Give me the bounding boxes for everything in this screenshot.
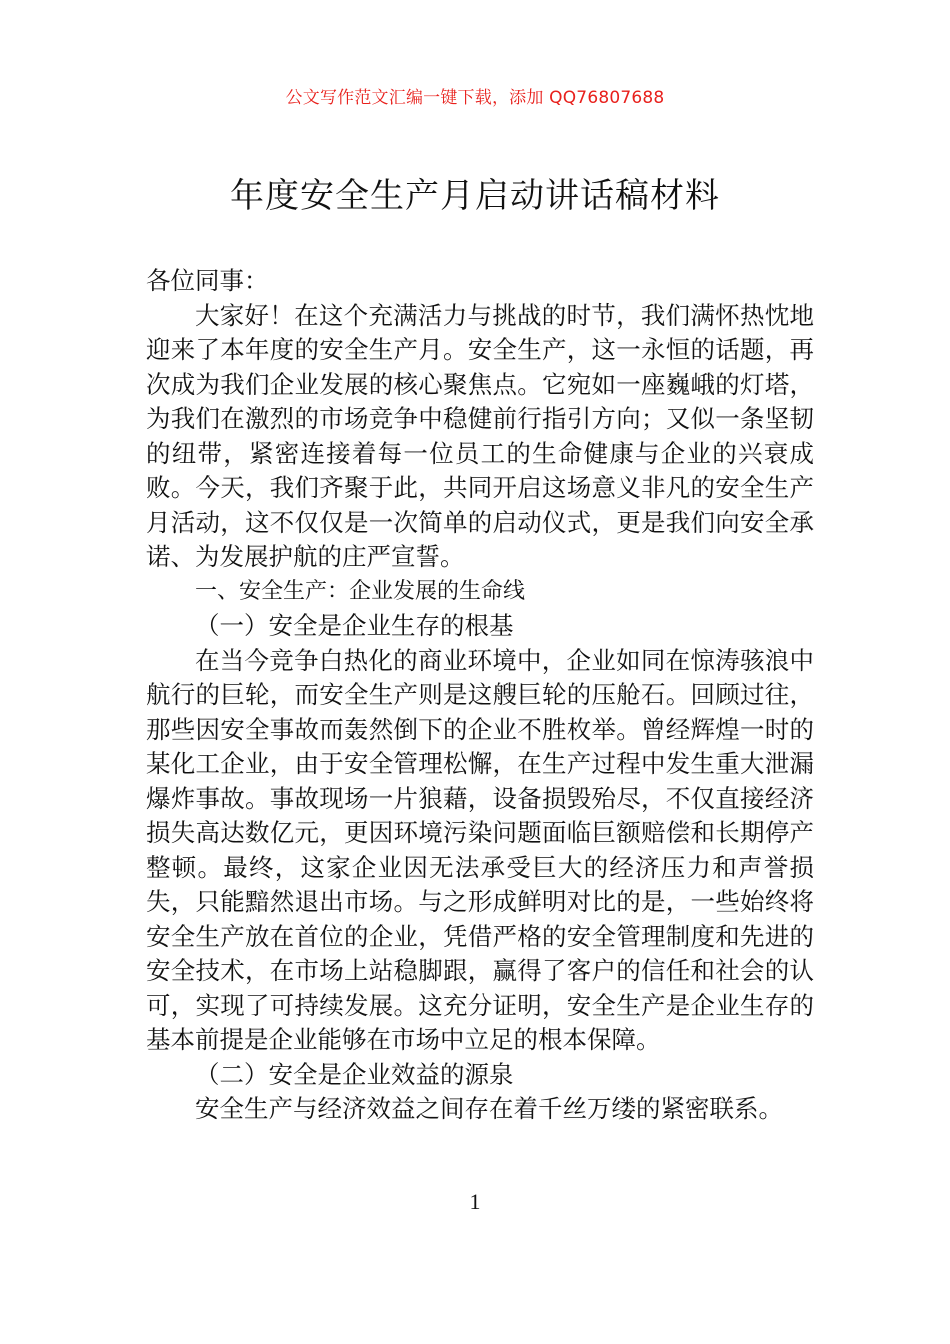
promo-header: 公文写作范文汇编一键下载，添加 QQ76807688 — [285, 88, 665, 108]
paragraph-benefit: 安全生产与经济效益之间存在着千丝万缕的紧密联系。 — [195, 1094, 783, 1123]
subsection-heading-2: （二）安全是企业效益的源泉 — [195, 1059, 514, 1089]
page-number: 1 — [469, 1189, 481, 1214]
document-body — [146, 264, 814, 1127]
paragraph-survival: 在当今竞争白热化的商业环境中，企业如同在惊涛骇浪中航行的巨轮，而安全生产则是这艘巨轮的压舱石。回顾过往，那些因安全事故而轰然倒下的企业不胜枚举。曾经辉煌一时的某化工企业，由于安全管理松懈，在生产过程中发生重大泄漏爆炸事故。事故现场一片狼藉，设备损毁殆尽，不仅直接经济损失高达数亿元，更因环境污染问题面临巨额赔偿和长期停产整顿。最终，这家企业因无法承受巨大的经济压力和声誉损失，只能黯然退出市场。与之形成鲜明对比的是，一些始终将安全生产放在首位的企业，凭借严格的安全管理制度和先进的安全技术，在市场上站稳脚跟，赢得了客户的信任和社会的认可，实现了可持续发展。这充分证明，安全生产是企业生存的基本前提是企业能够在市场中立足的根本保障。 — [146, 645, 814, 1054]
section-heading-1: 一、安全生产：企业发展的生命线 — [195, 578, 526, 604]
subsection-heading-1: （一）安全是企业生存的根基 — [195, 611, 514, 640]
paragraph-intro: 大家好！在这个充满活力与挑战的时节，我们满怀热忱地迎来了本年度的安全生产月。安全生产，这一永恒的话题，再次成为我们企业发展的核心聚焦点。它宛如一座巍峨的灯塔，为我们在激烈的市场竞争中稳健前行指引方向；又似一条坚韧的纽带，紧密连接着每一位员工的生命健康与企业的兴衰成败。今天，我们齐聚于此，共同开启这场意义非凡的安全生产月活动，这不仅仅是一次简单的启动仪式，更是我们向安全承诺、为发展护航的庄严宣誓。 — [146, 300, 814, 571]
salutation: 各位同事： — [146, 266, 269, 295]
document-title: 年度安全生产月启动讲话稿材料 — [230, 176, 720, 216]
